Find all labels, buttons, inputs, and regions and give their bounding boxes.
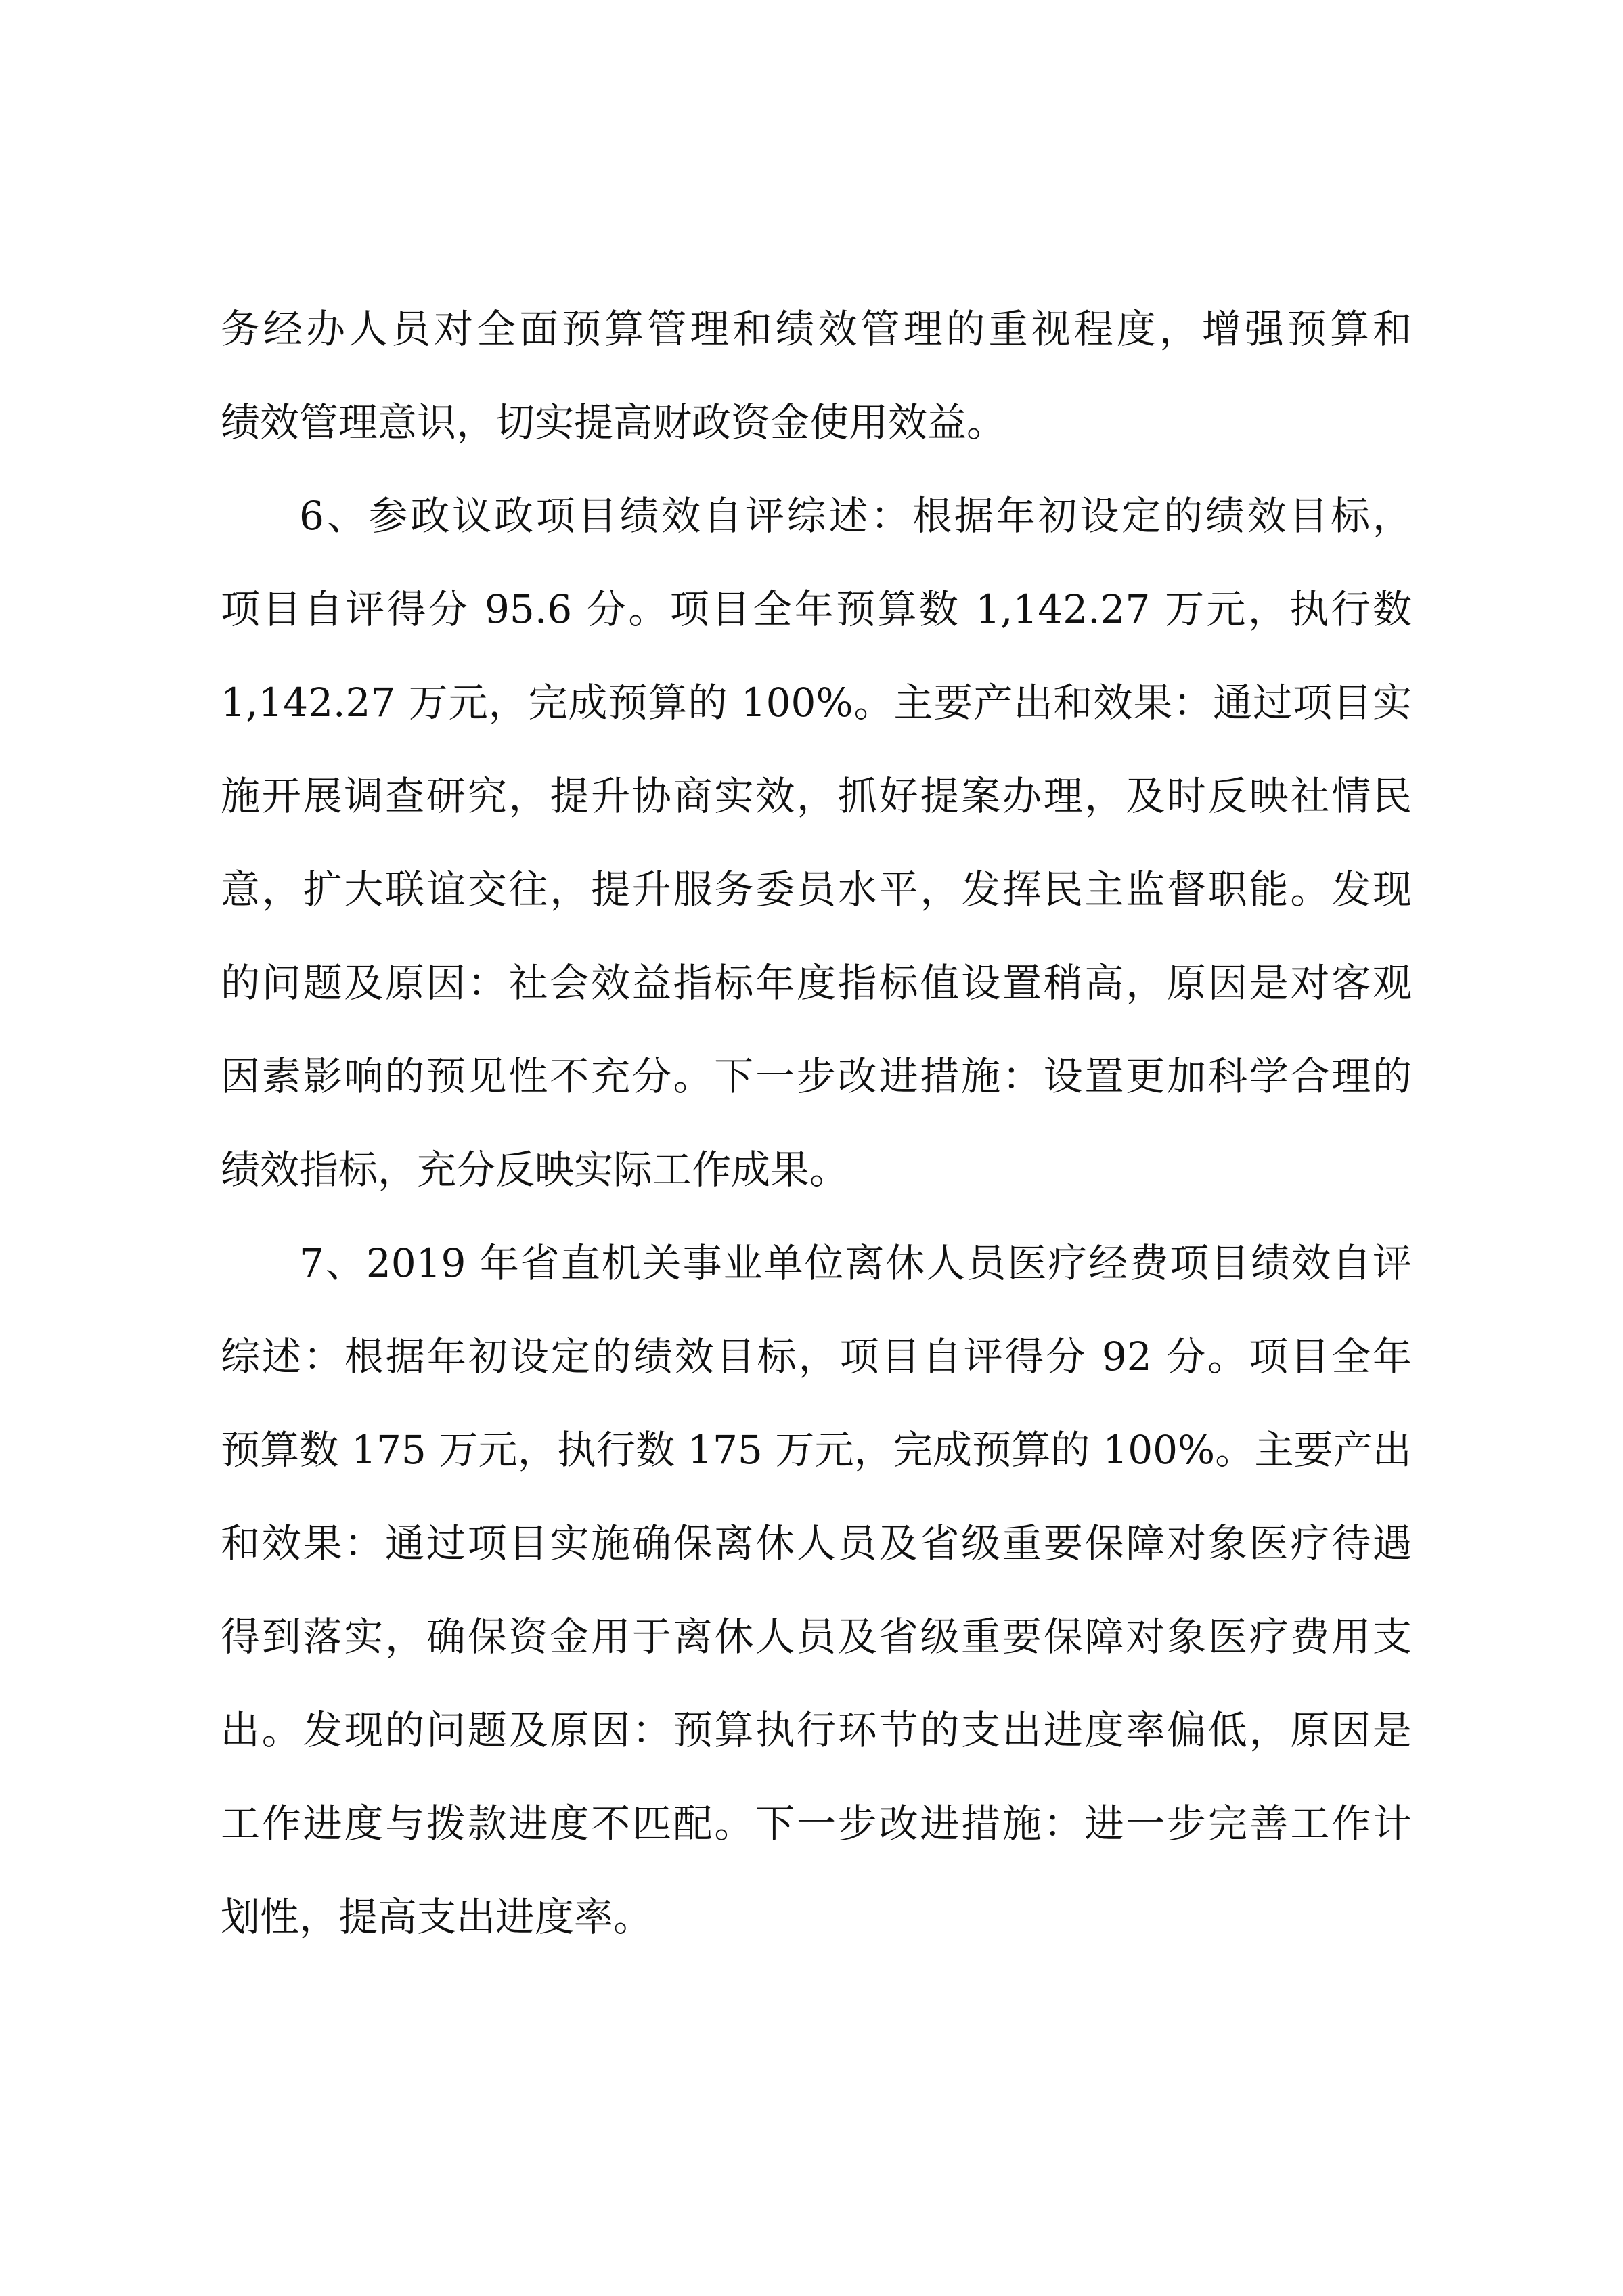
text-line: 绩效管理意识，切实提高财政资金使用效益。 <box>221 399 1006 445</box>
text-line: 出。发现的问题及原因：预算执行环节的支出进度率偏低，原因是 <box>221 1707 1412 1753</box>
paragraph-6-first-line: 6、参政议政项目绩效自评综述：根据年初设定的绩效目标， <box>299 493 1412 539</box>
text-line: 工作进度与拨款进度不匹配。下一步改进措施：进一步完善工作计 <box>221 1801 1412 1847</box>
text-line: 意，扩大联谊交往，提升服务委员水平，发挥民主监督职能。发现 <box>221 866 1412 912</box>
text-line: 得到落实，确保资金用于离休人员及省级重要保障对象医疗费用支 <box>221 1614 1412 1660</box>
text-line: 的问题及原因：社会效益指标年度指标值设置稍高，原因是对客观 <box>221 960 1412 1006</box>
text-line: 绩效指标，充分反映实际工作成果。 <box>221 1147 849 1193</box>
text-line: 和效果：通过项目实施确保离休人员及省级重要保障对象医疗待遇 <box>221 1520 1412 1566</box>
text-line: 务经办人员对全面预算管理和绩效管理的重视程度，增强预算和 <box>221 306 1412 352</box>
text-line: 划性，提高支出进度率。 <box>221 1894 653 1940</box>
text-line: 预算数 175 万元，执行数 175 万元，完成预算的 100%。主要产出 <box>221 1427 1412 1473</box>
paragraph-7-first-line: 7、2019 年省直机关事业单位离休人员医疗经费项目绩效自评 <box>299 1240 1412 1286</box>
text-line: 项目自评得分 95.6 分。项目全年预算数 1,142.27 万元，执行数 <box>221 586 1412 632</box>
text-line: 施开展调查研究，提升协商实效，抓好提案办理，及时反映社情民 <box>221 773 1412 819</box>
text-line: 综述：根据年初设定的绩效目标，项目自评得分 92 分。项目全年 <box>221 1333 1412 1379</box>
text-line: 1,142.27 万元，完成预算的 100%。主要产出和效果：通过项目实 <box>221 680 1412 726</box>
text-line: 因素影响的预见性不充分。下一步改进措施：设置更加科学合理的 <box>221 1053 1412 1099</box>
